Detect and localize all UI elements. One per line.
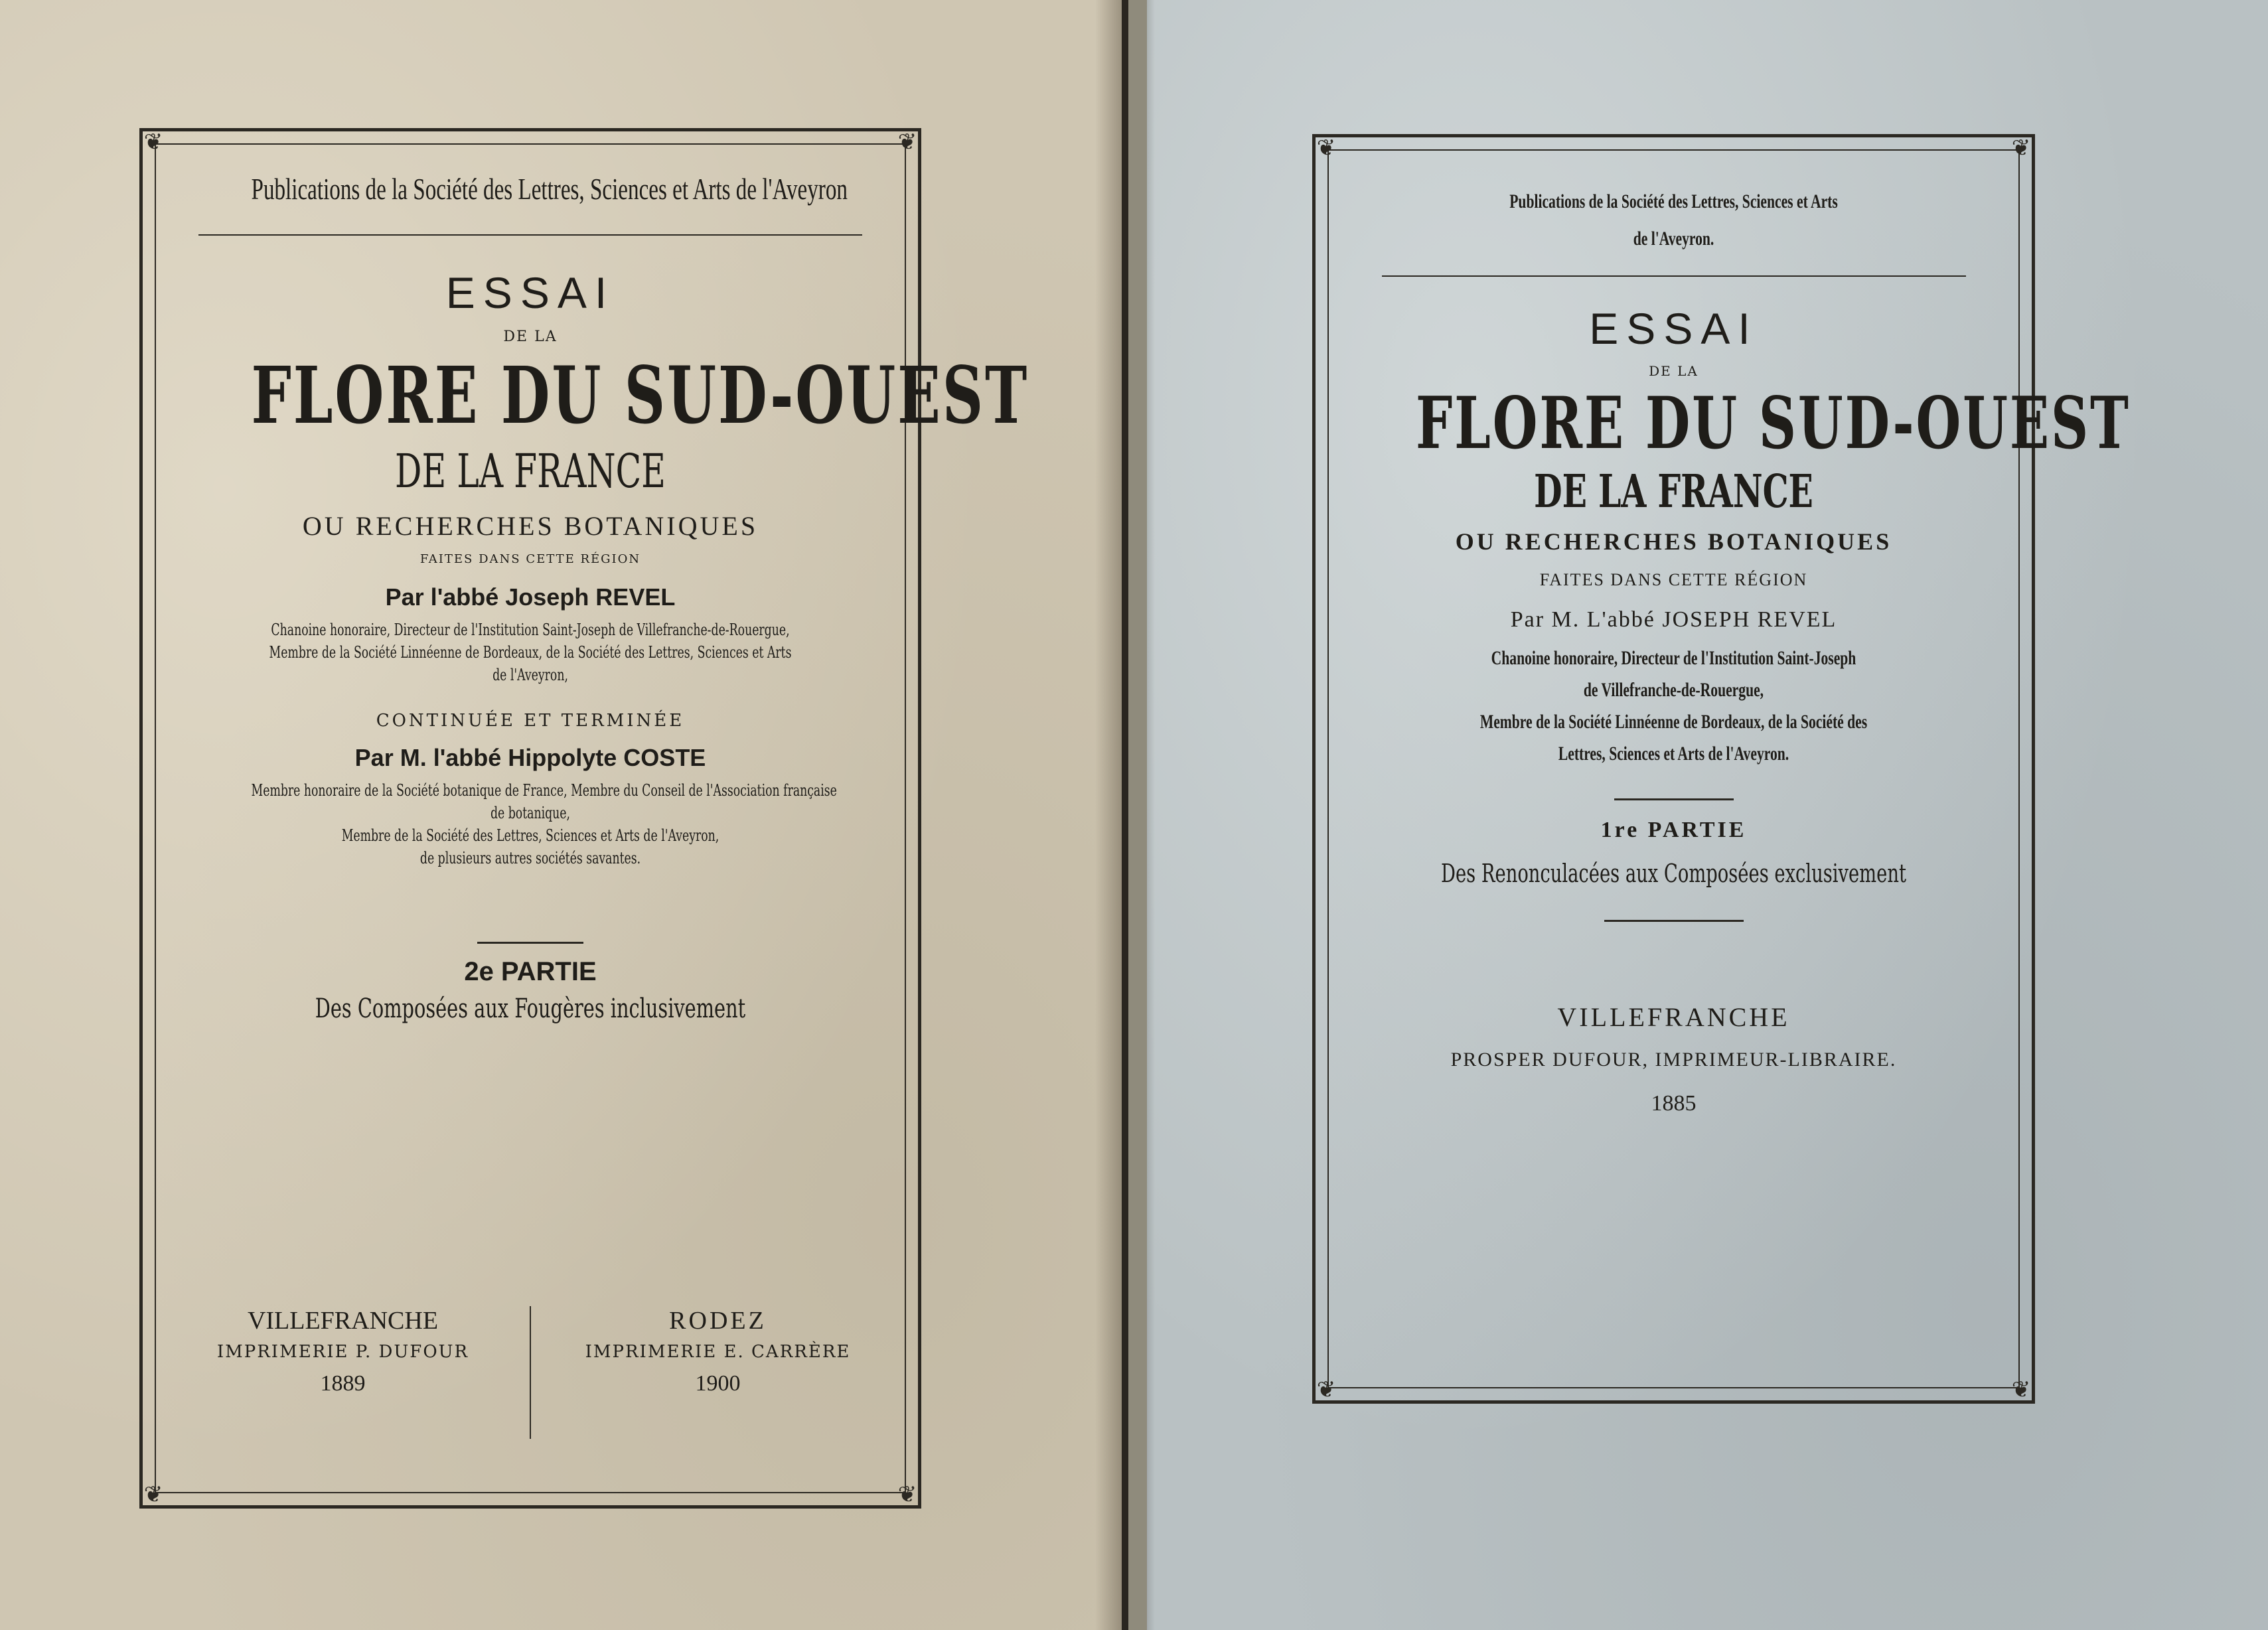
left-partie: 2e PARTIE (464, 957, 597, 986)
left-coauthor-title-line: de botanique, (490, 804, 571, 822)
left-subtitle-france: DE LA FRANCE (395, 444, 666, 498)
left-author-title-line: Chanoine honoraire, Directeur de l'Institution Saint-Joseph de Villefranche-de-Rouergue, (271, 621, 790, 639)
left-recherches: OU RECHERCHES BOTANIQUES (302, 511, 759, 541)
left-imprint (163, 1306, 898, 1439)
left-faites: FAITES DANS CETTE RÉGION (419, 552, 641, 566)
left-author: Par l'abbé Joseph REVEL (385, 583, 676, 611)
left-main-title: FLORE DU SUD-OUEST (251, 349, 1029, 441)
left-imprint-divider (530, 1306, 531, 1439)
left-coauthor: Par M. l'abbé Hippolyte COSTE (354, 744, 706, 771)
right-author-title-line: Lettres, Sciences et Arts de l'Aveyron. (1558, 743, 1789, 765)
right-author-title-line: Membre de la Société Linnéenne de Bordeaux, de la Société des (1479, 711, 1868, 733)
left-ornament-bottom-right-icon: ❦ (897, 1481, 917, 1508)
right-ornament-top-right-icon: ❦ (2011, 135, 2031, 161)
left-coauthor-title-line: de plusieurs autres sociétés savantes. (419, 849, 641, 867)
right-de-la: DE LA (1649, 363, 1699, 379)
left-imprint-villefranche (163, 1306, 523, 1439)
right-subtitle-france: DE LA FRANCE (1534, 465, 1813, 518)
right-main-title: FLORE DU SUD-OUEST (1416, 382, 2131, 465)
left-cover (0, 0, 1122, 1630)
right-author: Par M. L'abbé JOSEPH REVEL (1510, 607, 1837, 632)
left-ornament-top-left-icon: ❦ (143, 129, 163, 155)
right-recherches: OU RECHERCHES BOTANIQUES (1455, 528, 1892, 555)
right-author-title-line: de Villefranche-de-Rouergue, (1583, 679, 1764, 701)
right-imprint-city: VILLEFRANCHE (1557, 1002, 1790, 1032)
right-ornament-bottom-right-icon: ❦ (2011, 1376, 2031, 1403)
left-partie-description: Des Composées aux Fougères inclusivement (315, 994, 746, 1024)
left-partie-rule (477, 942, 583, 944)
right-header-rule (1382, 275, 1966, 277)
left-imprint-printer: IMPRIMERIE P. DUFOUR (216, 1342, 469, 1362)
right-spine-edge (1128, 0, 1147, 1630)
right-imprint-printer: PROSPER DUFOUR, IMPRIMEUR-LIBRAIRE. (1450, 1049, 1897, 1071)
right-faites: FAITES DANS CETTE RÉGION (1539, 570, 1808, 589)
left-header-rule (198, 234, 862, 236)
right-author-title-line: Chanoine honoraire, Directeur de l'Institution Saint-Joseph (1491, 647, 1856, 669)
right-ornament-bottom-left-icon: ❦ (1316, 1376, 1336, 1403)
left-imprint-printer: IMPRIMERIE E. CARRÈRE (585, 1342, 851, 1362)
left-spine-shadow (1095, 0, 1122, 1630)
left-publisher-header: Publications de la Société des Lettres, Sciences et Arts de l'Aveyron (251, 172, 848, 206)
right-essai-title: ESSAI (1589, 304, 1758, 353)
left-de-la: DE LA (503, 329, 558, 345)
right-partie-description: Des Renonculacées aux Composées exclusivement (1441, 859, 1906, 888)
left-author-title-line: Membre de la Société Linnéenne de Bordeaux, de la Société des Lettres, Sciences et Arts (269, 643, 792, 662)
right-ornament-top-left-icon: ❦ (1316, 135, 1336, 161)
right-partie: 1re PARTIE (1600, 818, 1747, 842)
right-partie-rule-bottom (1604, 920, 1744, 922)
left-imprint-city: VILLEFRANCHE (247, 1307, 439, 1335)
left-imprint-year: 1900 (695, 1371, 741, 1396)
right-border-frame (1312, 134, 2131, 1404)
left-ornament-bottom-left-icon: ❦ (143, 1481, 163, 1508)
left-coauthor-title-line: Membre honoraire de la Société botanique de France, Membre du Conseil de l'Association française (251, 781, 837, 800)
left-ornament-top-right-icon: ❦ (897, 129, 917, 155)
left-border-frame (139, 128, 1029, 1509)
right-publisher-header-line: Publications de la Société des Lettres, Sciences et Arts (1509, 190, 1838, 212)
left-author-title-line: de l'Aveyron, (492, 666, 568, 684)
left-essai-title: ESSAI (445, 268, 615, 317)
right-cover (1128, 0, 2268, 1630)
left-continued: CONTINUÉE ET TERMINÉE (376, 711, 685, 731)
right-publisher-header-line: de l'Aveyron. (1633, 228, 1714, 250)
right-imprint-year: 1885 (1651, 1091, 1697, 1116)
left-imprint-city: RODEZ (669, 1307, 767, 1335)
left-coauthor-title-line: Membre de la Société des Lettres, Sciences et Arts de l'Aveyron, (341, 826, 719, 845)
left-imprint-year: 1889 (320, 1371, 366, 1396)
right-partie-rule-top (1614, 798, 1734, 800)
left-imprint-rodez (538, 1306, 898, 1439)
